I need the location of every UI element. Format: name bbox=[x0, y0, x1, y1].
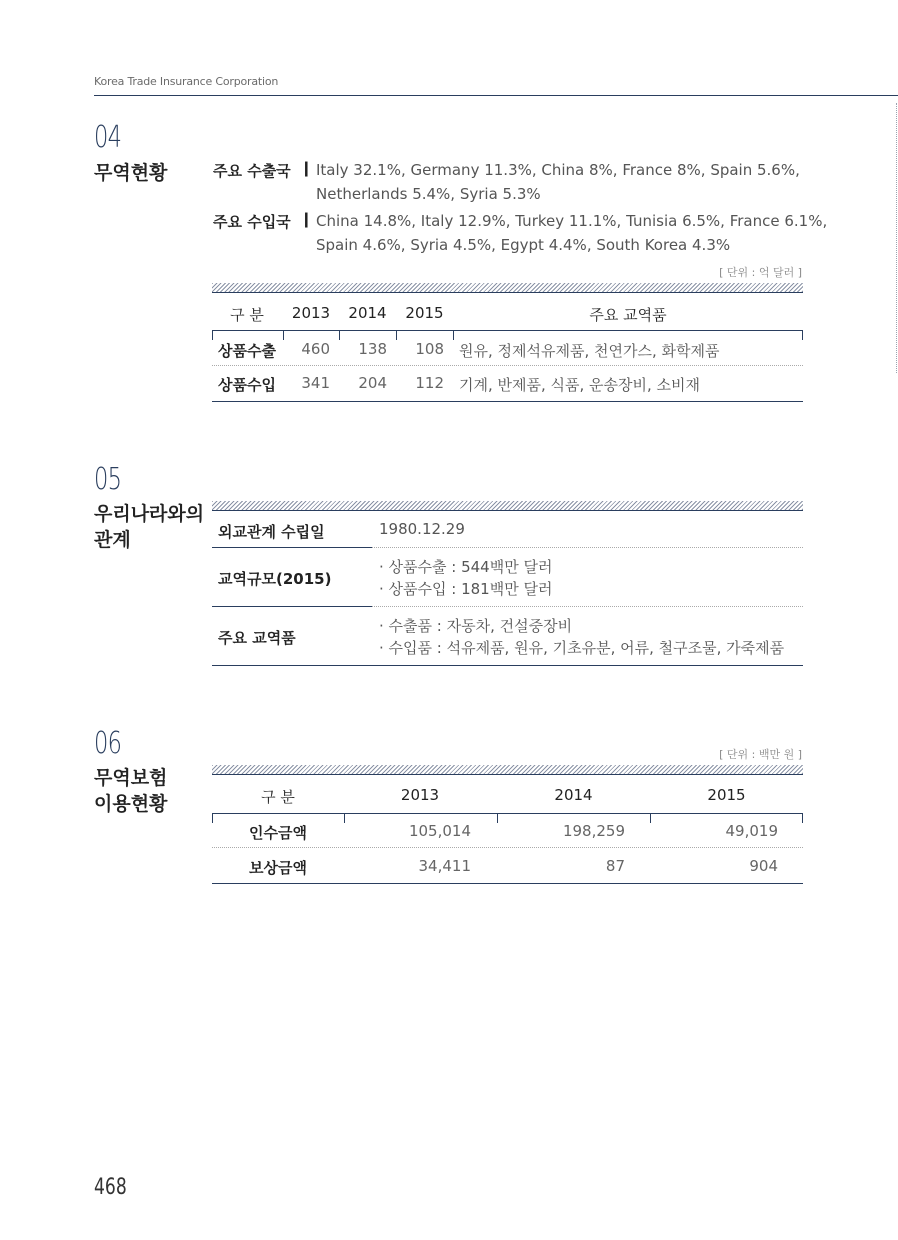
t06-bottom-rule bbox=[212, 883, 803, 884]
t05-row-divider bbox=[372, 547, 803, 548]
imports-line-2: Spain 4.6%, Syria 4.5%, Egypt 4.4%, South Korea 4.3% bbox=[316, 236, 731, 254]
t04-tick bbox=[339, 330, 340, 340]
t04-header-2014: 2014 bbox=[348, 304, 387, 322]
section-04-number: 04 bbox=[94, 120, 122, 155]
t04-row-1-2014: 138 bbox=[358, 340, 387, 358]
t06-header-2015: 2015 bbox=[707, 786, 746, 804]
t04-row-divider bbox=[212, 365, 803, 366]
header-divider bbox=[94, 95, 898, 96]
t06-row-2-2013: 34,411 bbox=[418, 857, 471, 875]
t05-label-rule bbox=[212, 606, 372, 607]
side-dotted-rule bbox=[896, 103, 897, 373]
section-04-top-rule bbox=[212, 292, 803, 293]
section-06-title bbox=[94, 765, 167, 817]
t05-row-1-label: 외교관계 수립일 bbox=[218, 523, 325, 541]
t04-row-2-label: 상품수입 bbox=[218, 376, 276, 394]
t04-tick bbox=[212, 330, 213, 340]
t06-row-divider bbox=[212, 847, 803, 848]
t04-tick bbox=[802, 330, 803, 340]
exports-bar: ❙ bbox=[300, 159, 313, 177]
t05-row-2-value-line-1: · 상품수출 : 544백만 달러 bbox=[379, 558, 553, 576]
section-04-hatch bbox=[212, 283, 803, 292]
t04-row-2-2015: 112 bbox=[415, 374, 444, 392]
t04-row-1-label: 상품수출 bbox=[218, 342, 276, 360]
t05-bottom-rule bbox=[212, 665, 803, 666]
t05-row-2-label: 교역규모(2015) bbox=[218, 570, 332, 588]
t04-row-1-2015: 108 bbox=[415, 340, 444, 358]
section-04-title: 무역현황 bbox=[94, 162, 168, 184]
t06-row-1-2014: 198,259 bbox=[562, 822, 625, 840]
t06-tick bbox=[802, 813, 803, 823]
section-06-hatch bbox=[212, 765, 803, 774]
t04-row-1-items: 원유, 정제석유제품, 천연가스, 화학제품 bbox=[459, 342, 720, 360]
t04-header-items: 주요 교역품 bbox=[589, 306, 667, 324]
t06-row-2-2014: 87 bbox=[605, 857, 625, 875]
t05-row-1-value: 1980.12.29 bbox=[379, 520, 465, 538]
exports-label: 주요 수출국 bbox=[213, 162, 291, 180]
t04-row-2-items: 기계, 반제품, 식품, 운송장비, 소비재 bbox=[459, 376, 701, 394]
section-06-title-line-2: 이용현황 bbox=[94, 793, 168, 815]
t06-row-2-label: 보상금액 bbox=[249, 859, 307, 877]
t05-row-3-value-line-2: · 수입품 : 석유제품, 원유, 기초유분, 어류, 철구조물, 가죽제품 bbox=[379, 639, 785, 657]
t04-bottom-rule bbox=[212, 401, 803, 402]
t05-row-divider bbox=[372, 606, 803, 607]
t06-row-1-2015: 49,019 bbox=[725, 822, 778, 840]
t05-row-2-value bbox=[379, 556, 552, 600]
t04-row-1-2013: 460 bbox=[301, 340, 330, 358]
t06-header-2013: 2013 bbox=[400, 786, 440, 804]
t04-tick bbox=[396, 330, 397, 340]
t06-row-1-label: 인수금액 bbox=[249, 824, 307, 842]
section-05-title bbox=[94, 501, 204, 553]
t04-tick bbox=[453, 330, 454, 340]
t06-row-2-2015: 904 bbox=[749, 857, 778, 875]
t05-label-rule bbox=[212, 547, 372, 548]
t05-row-3-value-line-1: · 수출품 : 자동차, 건설중장비 bbox=[379, 617, 573, 635]
t04-tick bbox=[283, 330, 284, 340]
t05-row-2-value-line-2: · 상품수입 : 181백만 달러 bbox=[379, 580, 553, 598]
section-05-number: 05 bbox=[94, 462, 122, 497]
header-org-name: Korea Trade Insurance Corporation bbox=[94, 75, 279, 88]
t05-row-3-value bbox=[379, 615, 784, 659]
t04-header-2013: 2013 bbox=[291, 304, 331, 322]
exports-value bbox=[316, 158, 800, 206]
section-06-number: 06 bbox=[94, 726, 122, 761]
section-06-top-rule bbox=[212, 774, 803, 775]
imports-value bbox=[316, 209, 827, 257]
t05-row-3-label: 주요 교역품 bbox=[218, 629, 296, 647]
imports-label: 주요 수입국 bbox=[213, 213, 291, 231]
section-06-title-line-1: 무역보험 bbox=[94, 767, 168, 789]
section-04-unit: [ 단위 : 억 달러 ] bbox=[719, 266, 802, 279]
t04-header-rule bbox=[212, 330, 803, 331]
section-05-hatch bbox=[212, 501, 803, 510]
exports-line-2: Netherlands 5.4%, Syria 5.3% bbox=[316, 185, 541, 203]
t04-row-2-2013: 341 bbox=[301, 374, 330, 392]
section-05-top-rule bbox=[212, 510, 803, 511]
t06-row-1-2013: 105,014 bbox=[408, 822, 471, 840]
t04-header-2015: 2015 bbox=[405, 304, 444, 322]
t04-row-2-2014: 204 bbox=[358, 374, 387, 392]
section-06-unit: [ 단위 : 백만 원 ] bbox=[719, 748, 802, 761]
section-05-title-line-2: 관계 bbox=[94, 529, 131, 551]
imports-bar: ❙ bbox=[300, 210, 313, 228]
exports-line-1: Italy 32.1%, Germany 11.3%, China 8%, France 8%, Spain 5.6%, bbox=[316, 161, 800, 179]
t04-header-category: 구 분 bbox=[230, 306, 264, 324]
page-number: 468 bbox=[94, 1175, 127, 1200]
t06-header-category: 구 분 bbox=[261, 788, 295, 806]
t06-header-rule bbox=[212, 813, 803, 814]
t06-header-2014: 2014 bbox=[554, 786, 593, 804]
section-05-title-line-1: 우리나라와의 bbox=[94, 503, 205, 525]
imports-line-1: China 14.8%, Italy 12.9%, Turkey 11.1%, Tunisia 6.5%, France 6.1%, bbox=[316, 212, 828, 230]
